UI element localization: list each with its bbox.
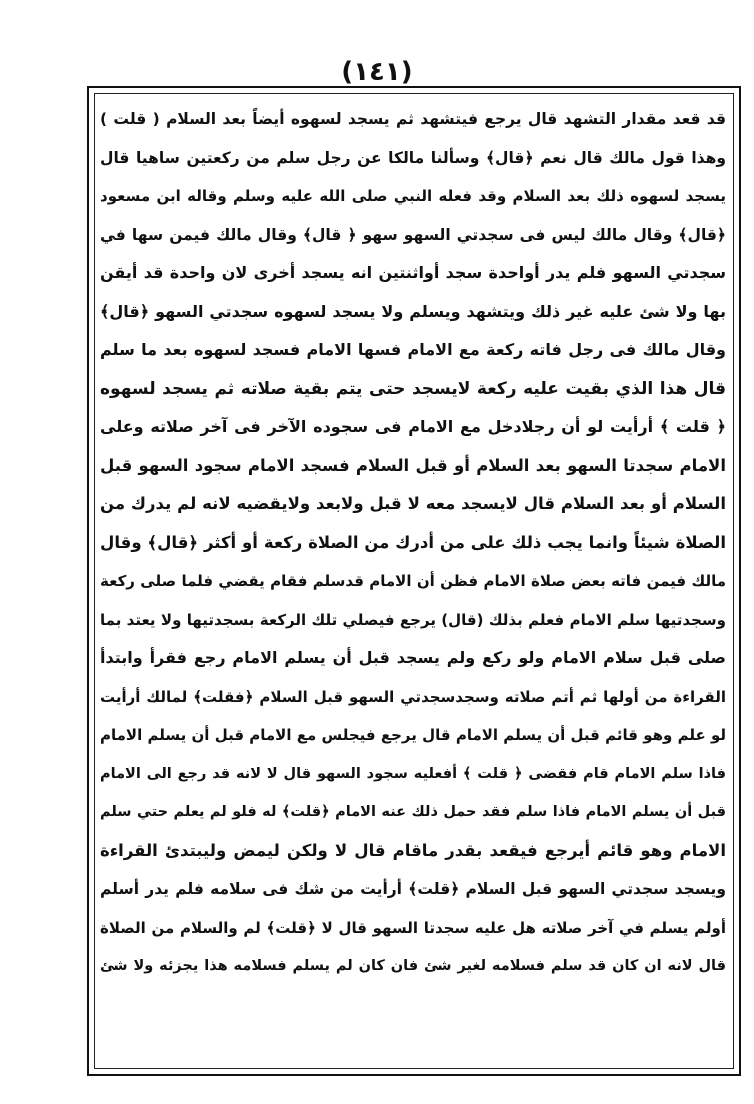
text-line: يسجد لسهوه ذلك بعد السلام وقد فعله النبي صلى الله عليه وسلم وقاله ابن مسعود [100,187,726,205]
text-line: القراءة من أولها ثم أتم صلاته وسجدسجدتي السهو قبل السلام ﴿فقلت﴾ لمالك أرأيت [100,687,726,706]
text-line: قال هذا الذي بقيت عليه ركعة لايسجد حتى يتم بقية صلاته ثم يسجد لسهوه [100,378,726,399]
text-line: قبل أن يسلم الامام فاذا سلم فقد حمل ذلك عنه الامام ﴿قلت﴾ له فلو لم يعلم حتي سلم [100,804,726,820]
text-line: وهذا قول مالك قال نعم ﴿قال﴾ وسألنا مالكا عن رجل سلم من ركعتين ساهيا قال [100,148,726,167]
text-line: الصلاة شيئاً وانما يجب ذلك على من أدرك من الصلاة ركعة أو أكثر ﴿قال﴾ وقال [100,532,726,552]
text-line: أولم يسلم في آخر صلاته هل عليه سجدتا السهو قال لا ﴿قلت﴾ لم والسلام من الصلاة [100,918,726,937]
text-line: الامام سجدتا السهو بعد السلام أو قبل السلام فسجد الامام سجود السهو قبل [100,455,726,475]
text-line: ويسجد سجدتي السهو قبل السلام ﴿قلت﴾ أرأيت من شك فى سلامه فلم يدر أسلم [100,880,726,898]
page-number: (١٤١) [341,57,413,87]
text-line: ﴿ قلت ﴾ أرأيت لو أن رجلادخل مع الامام فى سجوده الآخر فى آخر صلاته وعلى [100,417,726,436]
text-line: ﴿قال﴾ وقال مالك ليس فى سجدتي السهو سهو ﴿ قال﴾ وقال مالك فيمن سها في [100,225,726,244]
text-line: وقال مالك فى رجل فاته ركعة مع الامام فسها الامام فسجد لسهوه بعد ما سلم [100,340,726,359]
text-line: لو علم وهو قائم قبل أن يسلم الامام قال يرجع فيجلس مع الامام قبل أن يسلم الامام [100,726,726,744]
text-line: الامام وهو قائم أيرجع فيقعد بقدر ماقام قال لا ولكن ليمض وليبتدئ القراءة [100,840,726,860]
text-line: فاذا سلم الامام قام فقضى ﴿ قلت ﴾ أفعليه سجود السهو قال لا لانه قد رجع الى الامام [100,765,726,782]
text-line: مالك فيمن فاته بعض صلاة الامام فظن أن الامام قدسلم فقام يقضي فلما صلى ركعة [100,572,726,590]
text-line: بها ولا شئ عليه غير ذلك ويتشهد ويسلم ولا يسجد لسهوه سجدتي السهو ﴿قال﴾ [100,301,726,321]
body-text [100,100,726,986]
text-line: السلام أو بعد السلام قال لايسجد معه لا قبل ولابعد ولايقضيه لانه لم يدرك من [100,494,726,513]
text-line: قال لانه ان كان قد سلم فسلامه لغير شئ فان كان لم يسلم فسلامه هذا يجزئه ولا شئ [100,958,726,974]
text-line: صلى قبل سلام الامام ولو ركع ولم يسجد قبل أن يسلم الامام رجع فقرأ وابتدأ [100,648,726,667]
text-line: سجدتي السهو فلم يدر أواحدة سجد أواثنتين انه يسجد أخرى لان واحدة قد أيقن [100,263,726,282]
text-line: وسجدتيها سلم الامام فعلم بذلك (قال) يرجع فيصلي تلك الركعة بسجدتيها ولا يعتد بما [100,610,726,629]
text-line: قد قعد مقدار التشهد قال يرجع فيتشهد ثم يسجد لسهوه أيضاً بعد السلام ( قلت ) [100,110,726,128]
